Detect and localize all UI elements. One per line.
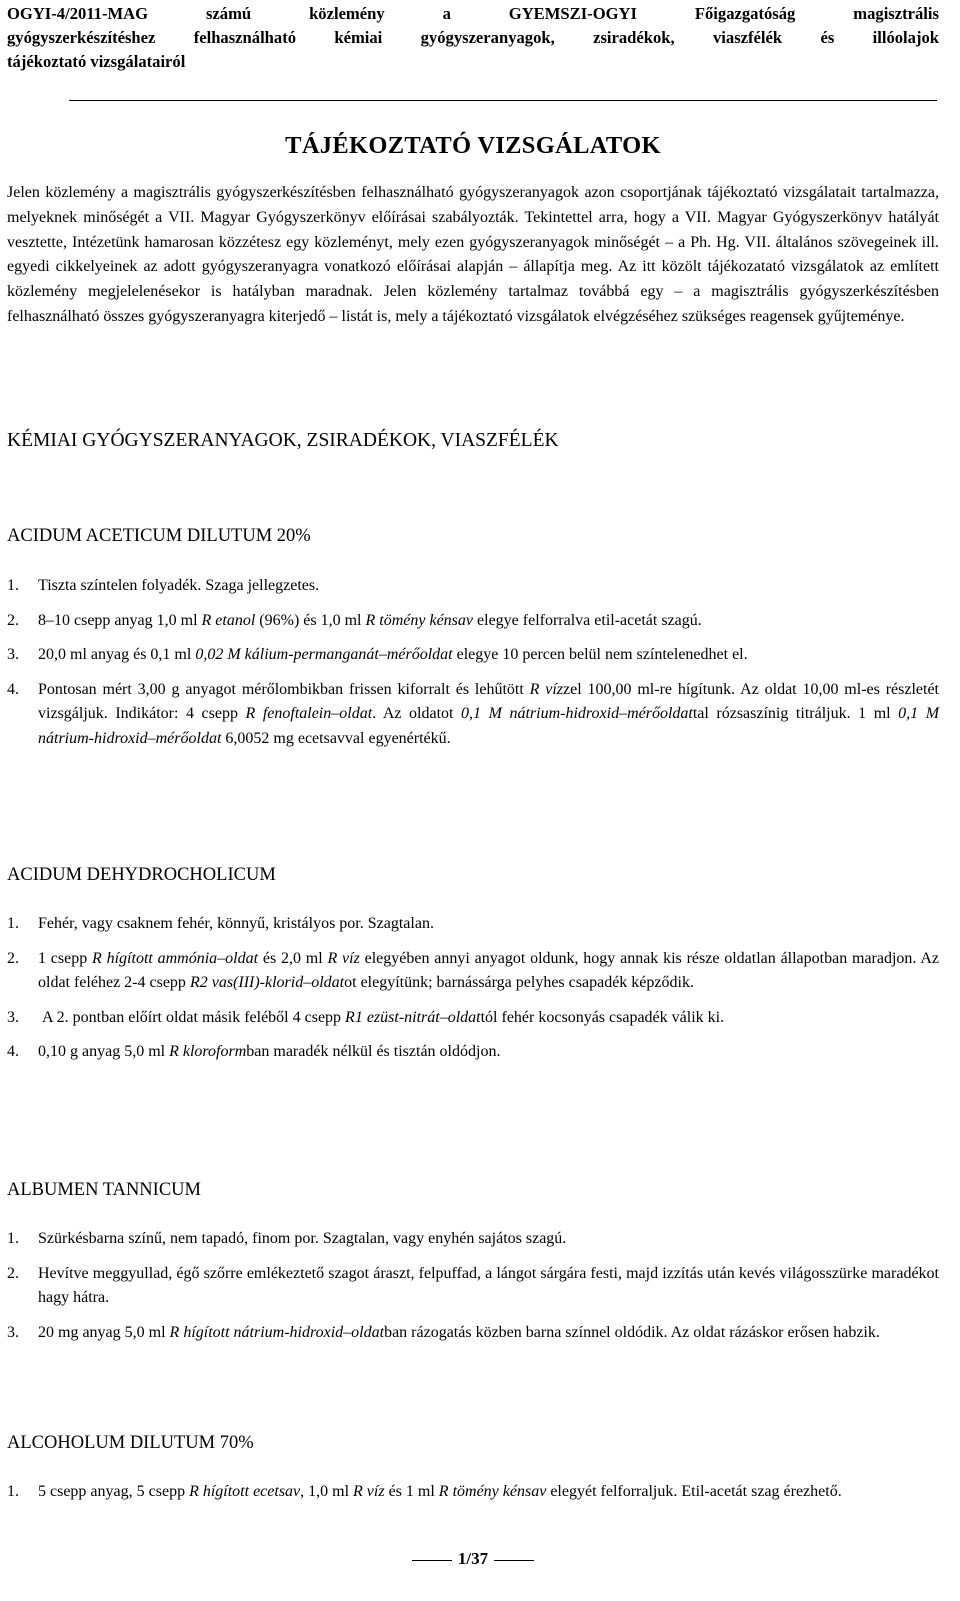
list-item: [7, 1480, 939, 1505]
document-header: [7, 2, 939, 74]
item-number: 1.: [7, 1230, 19, 1247]
list-item: [7, 1227, 939, 1252]
item-number: 4.: [7, 680, 19, 698]
monograph-items-acidum-aceticum: [7, 574, 939, 762]
page-footer: [7, 1549, 939, 1569]
footer-dash-left: [412, 1560, 452, 1561]
monograph-title-alcoholum-dilutum: ALCOHOLUM DILUTUM 70%: [7, 1433, 254, 1453]
document-page: [7, 0, 940, 1568]
list-item: [7, 947, 939, 996]
intro-paragraph: Jelen közlemény a magisztrális gyógyszerkészítésben felhasználható gyógyszeranyagok azon csoportjának tájékoztató vizsgálatait tartalmazza, melyeknek minőségét a VII. Magyar Gyógyszerkönyv előírásai szabályozták. Tekintettel arra, hogy a VII. Magyar Gyógyszerkönyv hatályát vesztette, Intézetünk hamarosan közzétesz egy közleményt, mely ezen gyógyszeranyagok minőségét – a Ph. Hg. VII. általános szövegeinek ill. egyedi cikkelyeinek az adott gyógyszeranyagra vonatkozó előírásai alapján – állapítja meg. Az itt közölt tájékozatató vizsgálatok az említett közlemény megjelelenésekor is hatályban maradnak. Jelen közlemény tartalmaz továbbá egy – a magisztrális gyógyszerkészítésben felhasználható összes gyógyszeranyagra kiterjedő – listát is, mely a tájékoztató vizsgálatok elvégzéséhez szükséges reagensek gyűjteménye.: [7, 184, 939, 325]
header-line-2: gyógyszerkészítéshez felhasználható kémiai gyógyszeranyagok, zsiradékok, viaszfélék és illóolajok: [7, 28, 939, 47]
page-number: 1/37: [457, 1549, 489, 1568]
list-item: [7, 912, 939, 937]
list-item: [7, 1040, 939, 1065]
monograph-title-acidum-aceticum: ACIDUM ACETICUM DILUTUM 20%: [7, 526, 311, 546]
list-item: [7, 574, 939, 599]
list-item: [7, 643, 939, 668]
item-number: 1.: [7, 915, 19, 932]
item-text: Pontosan mért 3,00 g anyagot mérőlombikban frissen kiforralt és lehűtött R vízzel 100,00 ml-re hígítunk. Az oldat 10,00 ml-es részletét vizsgáljuk. Indikátor: 4 csepp R fenoftalein–oldat. Az oldatot 0,1 M nátrium-hidroxid–mérőoldattal rózsaszínig titráljuk. 1 ml 0,1 M nátrium-hidroxid–mérőoldat 6,0052 mg ecetsavval egyenértékű.: [38, 680, 940, 747]
item-number: 3.: [7, 1323, 19, 1341]
item-text: Fehér, vagy csaknem fehér, könnyű, kristályos por. Szagtalan.: [38, 915, 434, 932]
monograph-items-alcoholum-dilutum: [7, 1480, 939, 1515]
item-number: 3.: [7, 646, 19, 664]
item-number: 4.: [7, 1043, 19, 1061]
item-text: 20,0 ml anyag és 0,1 ml 0,02 M kálium-permanganát–mérőoldat elegye 10 percen belül nem színtelenedhet el.: [38, 646, 748, 664]
item-number: 1.: [7, 1483, 19, 1500]
list-item: [7, 678, 939, 752]
item-number: 1.: [7, 577, 19, 594]
item-text: Hevítve meggyullad, égő szőrre emlékeztető szagot áraszt, felpuffad, a lángot sárgára festi, majd izzítás után kevés világosszürke maradékot hagy hátra.: [38, 1264, 939, 1307]
item-number: 2.: [7, 1264, 19, 1282]
list-item: [7, 1006, 939, 1031]
footer-dash-right: [494, 1560, 534, 1561]
list-item: [7, 609, 939, 634]
item-text: Szürkésbarna színű, nem tapadó, finom por. Szagtalan, vagy enyhén sajátos szagú.: [38, 1230, 567, 1247]
item-text: 1 csepp R hígított ammónia–oldat és 2,0 ml R víz elegyében annyi anyagot oldunk, hogy annak kis része oldatlan állapotban maradjon. Az oldat feléhez 2-4 csepp R2 vas(III)-klorid–oldatot elegyítünk; barnássárga pelyhes csapadék képződik.: [38, 949, 939, 992]
item-text: 20 mg anyag 5,0 ml R hígított nátrium-hidroxid–oldatban rázogatás közben barna színnel oldódik. Az oldat rázáskor erősen habzik.: [38, 1323, 880, 1341]
item-text: 5 csepp anyag, 5 csepp R hígított ecetsav, 1,0 ml R víz és 1 ml R tömény kénsav elegyét felforraljuk. Etil-acetát szag érezhető.: [38, 1483, 842, 1500]
header-rule: [69, 100, 937, 101]
list-item: [7, 1321, 939, 1346]
header-line-1: OGYI-4/2011-MAG számú közlemény a GYEMSZI-OGYI Főigazgatóság magisztrális: [7, 4, 939, 23]
item-number: 2.: [7, 949, 19, 967]
item-number: 3.: [7, 1008, 19, 1026]
monograph-title-albumen-tannicum: ALBUMEN TANNICUM: [7, 1180, 201, 1200]
page-title: TÁJÉKOZTATÓ VIZSGÁLATOK: [285, 132, 661, 159]
monograph-items-acidum-dehydrocholicum: [7, 912, 939, 1075]
monograph-title-acidum-dehydrocholicum: ACIDUM DEHYDROCHOLICUM: [7, 865, 276, 885]
section-title: KÉMIAI GYÓGYSZERANYAGOK, ZSIRADÉKOK, VIASZFÉLÉK: [7, 430, 559, 451]
item-text: 8–10 csepp anyag 1,0 ml R etanol (96%) és 1,0 ml R tömény kénsav elegye felforralva etil-acetát szagú.: [38, 611, 702, 629]
header-line-3: tájékoztató vizsgálatairól: [7, 52, 186, 71]
item-number: 2.: [7, 611, 19, 629]
item-text: 0,10 g anyag 5,0 ml R kloroformban maradék nélkül és tisztán oldódjon.: [38, 1043, 501, 1061]
monograph-items-albumen-tannicum: [7, 1227, 939, 1355]
list-item: [7, 1262, 939, 1311]
item-text: A 2. pontban előírt oldat másik feléből 4 csepp R1 ezüst-nitrát–oldattól fehér kocsonyás csapadék válik ki.: [38, 1008, 725, 1026]
item-text: Tiszta színtelen folyadék. Szaga jellegzetes.: [38, 577, 320, 594]
